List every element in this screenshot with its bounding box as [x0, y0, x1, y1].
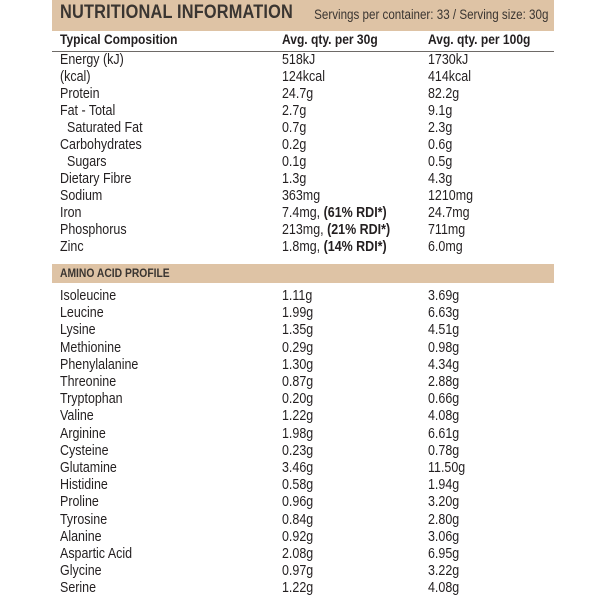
per-serving-amount: 1.3g	[282, 171, 307, 187]
per-serving-value	[282, 137, 306, 154]
per-serving-value	[282, 477, 313, 494]
per-serving-value	[282, 205, 387, 222]
amino-acid-row	[52, 563, 554, 580]
amino-acid-row	[52, 529, 554, 546]
per-serving-value	[282, 391, 313, 408]
amino-acid-row	[52, 357, 554, 374]
row-label: Isoleucine	[60, 288, 117, 304]
amino-acid-row	[52, 477, 554, 494]
column-header-per-serving: Avg. qty. per 30g	[282, 31, 378, 47]
per-serving-amount: 0.87g	[282, 374, 314, 390]
panel-header	[52, 0, 554, 31]
per-serving-value	[282, 103, 306, 120]
amino-acid-row	[52, 580, 554, 597]
per-serving-value	[282, 69, 325, 86]
per-serving-amount: 1.22g	[282, 408, 314, 425]
nutrient-row	[52, 52, 554, 69]
per-serving-amount: 24.7g	[282, 86, 314, 102]
row-label: Proline	[60, 494, 99, 511]
per-serving-value	[282, 426, 313, 443]
serving-info: Servings per container: 33 / Serving size: 30g	[313, 7, 548, 22]
row-label: Dietary Fibre	[60, 171, 132, 187]
nutrient-row	[52, 188, 554, 205]
row-label: Zinc	[60, 239, 84, 255]
per-100g-value: 6.63g	[428, 305, 460, 322]
per-100g-value: 3.69g	[428, 288, 460, 304]
row-label: Cysteine	[60, 442, 109, 459]
row-label: Aspartic Acid	[60, 546, 133, 562]
per-100g-value: 11.50g	[428, 460, 466, 476]
per-100g-value: 6.61g	[428, 425, 460, 442]
row-label: Glutamine	[60, 460, 117, 476]
per-100g-value: 1210mg	[428, 188, 474, 204]
per-serving-value	[282, 529, 313, 546]
per-100g-value: 4.08g	[428, 580, 460, 597]
nutrient-row	[52, 69, 554, 86]
per-100g-value: 3.06g	[428, 528, 460, 545]
per-serving-amount: 1.99g	[282, 305, 314, 322]
row-label: Fat - Total	[60, 103, 116, 119]
per-100g-value: 3.20g	[428, 494, 460, 511]
per-serving-amount: 1.30g	[282, 356, 314, 373]
amino-acid-row	[52, 443, 554, 460]
per-serving-value	[282, 154, 306, 171]
per-serving-amount: 0.92g	[282, 528, 314, 545]
per-serving-amount: 0.20g	[282, 391, 314, 408]
nutrient-row	[52, 103, 554, 120]
row-label: Phenylalanine	[60, 356, 139, 373]
per-100g-value: 1.94g	[428, 477, 460, 494]
rdi-percentage: (21% RDI*)	[327, 222, 391, 238]
per-serving-amount: 0.2g	[282, 137, 307, 153]
per-100g-value: 1730kJ	[428, 52, 469, 68]
amino-acid-row	[52, 408, 554, 425]
per-100g-value: 0.66g	[428, 391, 460, 408]
row-label: Leucine	[60, 305, 104, 322]
amino-acid-row	[52, 288, 554, 305]
per-serving-amount: 2.7g	[282, 103, 307, 119]
per-serving-value	[282, 374, 313, 391]
per-serving-amount: 0.84g	[282, 511, 314, 528]
per-serving-amount: 1.98g	[282, 425, 314, 442]
per-100g-value: 6.95g	[428, 546, 460, 562]
amino-acid-row	[52, 391, 554, 408]
nutrient-row	[52, 239, 554, 256]
per-100g-value: 3.22g	[428, 563, 460, 580]
per-100g-value: 711mg	[428, 222, 466, 238]
amino-acid-row	[52, 460, 554, 477]
amino-acid-row	[52, 426, 554, 443]
rdi-percentage: (61% RDI*)	[323, 205, 387, 221]
per-serving-value	[282, 305, 313, 322]
per-serving-amount: 213mg,	[282, 222, 324, 238]
amino-section-title: AMINO ACID PROFILE	[60, 266, 170, 280]
per-serving-value	[282, 322, 313, 339]
per-serving-amount: 0.1g	[282, 154, 307, 170]
row-label: Iron	[60, 205, 82, 221]
per-serving-value	[282, 443, 313, 460]
nutrient-row	[52, 120, 554, 137]
per-100g-value: 0.6g	[428, 137, 453, 153]
per-serving-value	[282, 222, 390, 239]
nutrient-row	[52, 154, 554, 171]
row-label: Glycine	[60, 563, 102, 580]
per-serving-value	[282, 512, 313, 529]
per-100g-value: 9.1g	[428, 103, 453, 119]
per-serving-value	[282, 188, 320, 205]
per-serving-value	[282, 86, 313, 103]
nutrient-row	[52, 86, 554, 103]
per-serving-amount: 0.23g	[282, 442, 314, 459]
row-label: Sugars	[67, 154, 107, 170]
per-serving-value	[282, 288, 312, 305]
per-serving-value	[282, 340, 313, 357]
per-serving-value	[282, 52, 315, 69]
per-serving-amount: 1.8mg,	[282, 239, 321, 255]
nutrient-row	[52, 222, 554, 239]
per-serving-amount: 0.97g	[282, 563, 314, 580]
amino-section-header	[52, 264, 554, 283]
per-serving-amount: 1.11g	[282, 288, 313, 304]
per-serving-amount: 3.46g	[282, 460, 314, 476]
per-serving-amount: 0.29g	[282, 339, 314, 356]
per-serving-value	[282, 494, 313, 511]
per-100g-value: 0.78g	[428, 442, 460, 459]
amino-acid-row	[52, 374, 554, 391]
amino-acid-row	[52, 340, 554, 357]
nutrient-row	[52, 171, 554, 188]
per-serving-amount: 1.35g	[282, 322, 314, 339]
per-serving-amount: 0.96g	[282, 494, 314, 511]
per-serving-value	[282, 460, 313, 477]
row-label: Saturated Fat	[67, 120, 143, 136]
per-100g-value: 6.0mg	[428, 239, 463, 255]
per-100g-value: 0.98g	[428, 339, 460, 356]
per-serving-value	[282, 580, 313, 597]
per-serving-amount: 363mg	[282, 188, 321, 204]
per-serving-value	[282, 120, 306, 137]
row-label: Threonine	[60, 374, 117, 390]
per-100g-value: 2.3g	[428, 120, 453, 136]
row-label: Valine	[60, 408, 94, 425]
per-100g-value: 414kcal	[428, 69, 471, 85]
per-100g-value: 82.2g	[428, 86, 460, 102]
row-label: Carbohydrates	[60, 137, 142, 153]
per-serving-amount: 1.22g	[282, 580, 314, 597]
per-serving-value	[282, 408, 313, 425]
nutrient-row	[52, 137, 554, 154]
row-label: Serine	[60, 580, 97, 597]
per-serving-amount: 0.58g	[282, 477, 314, 494]
amino-acid-row	[52, 494, 554, 511]
panel-title: NUTRITIONAL INFORMATION	[60, 2, 294, 23]
row-label: Methionine	[60, 339, 122, 356]
per-100g-value: 2.80g	[428, 511, 460, 528]
row-label: Tryptophan	[60, 391, 123, 408]
per-serving-amount: 0.7g	[282, 120, 307, 136]
row-label: Tyrosine	[60, 511, 108, 528]
per-serving-value	[282, 563, 313, 580]
column-header-composition: Typical Composition	[60, 31, 178, 47]
amino-acid-row	[52, 546, 554, 563]
per-100g-value: 4.34g	[428, 356, 460, 373]
row-label: Energy (kJ)	[60, 52, 124, 68]
row-label: (kcal)	[60, 69, 91, 85]
per-serving-value	[282, 171, 306, 188]
nutrition-panel	[52, 0, 554, 600]
row-label: Protein	[60, 86, 100, 102]
per-100g-value: 0.5g	[428, 154, 453, 170]
per-serving-value	[282, 357, 313, 374]
per-100g-value: 2.88g	[428, 374, 460, 390]
column-header-per-100g: Avg. qty. per 100g	[428, 31, 531, 47]
row-label: Sodium	[60, 188, 103, 204]
per-serving-amount: 7.4mg,	[282, 205, 321, 221]
per-serving-amount: 518kJ	[282, 52, 316, 68]
row-label: Histidine	[60, 477, 108, 494]
row-label: Arginine	[60, 425, 106, 442]
rdi-percentage: (14% RDI*)	[323, 239, 387, 255]
nutrient-row	[52, 205, 554, 222]
per-serving-value	[282, 546, 313, 563]
per-serving-amount: 124kcal	[282, 69, 325, 85]
row-label: Alanine	[60, 528, 102, 545]
per-100g-value: 4.3g	[428, 171, 453, 187]
amino-acid-row	[52, 305, 554, 322]
per-100g-value: 4.51g	[428, 322, 460, 339]
per-serving-value	[282, 239, 387, 256]
amino-acid-row	[52, 322, 554, 339]
per-100g-value: 4.08g	[428, 408, 460, 425]
row-label: Phosphorus	[60, 222, 127, 238]
amino-acid-row	[52, 512, 554, 529]
per-serving-amount: 2.08g	[282, 546, 314, 562]
per-100g-value: 24.7mg	[428, 205, 470, 221]
row-label: Lysine	[60, 322, 96, 339]
